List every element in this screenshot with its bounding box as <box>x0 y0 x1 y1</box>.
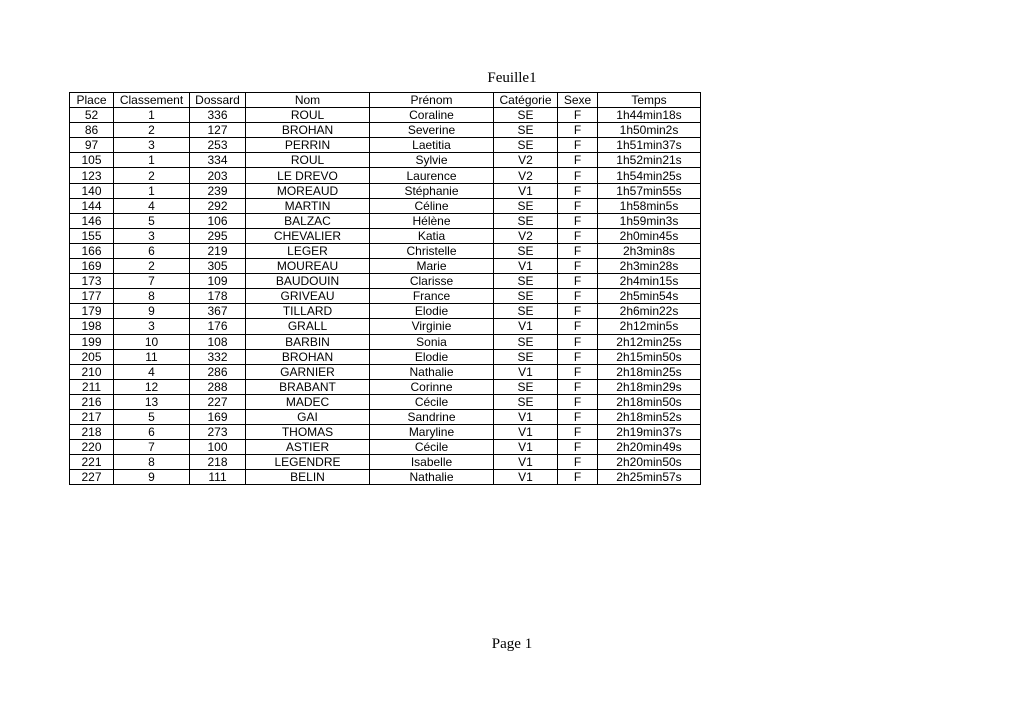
temps-cell: 2h5min54s <box>598 289 701 304</box>
temps-cell: 2h6min22s <box>598 304 701 319</box>
dossard-cell: 367 <box>190 304 246 319</box>
sexe-cell: F <box>558 183 598 198</box>
nom-cell: MOUREAU <box>246 259 370 274</box>
table-row <box>70 470 701 485</box>
prenom-cell: Severine <box>370 123 494 138</box>
categorie-cell: SE <box>494 394 558 409</box>
temps-cell: 2h12min5s <box>598 319 701 334</box>
categorie-cell: SE <box>494 379 558 394</box>
table-row <box>70 409 701 424</box>
categorie-cell: SE <box>494 289 558 304</box>
sexe-cell: F <box>558 274 598 289</box>
dossard-cell: 239 <box>190 183 246 198</box>
table-row <box>70 349 701 364</box>
classement-cell: 7 <box>114 440 190 455</box>
sexe-cell: F <box>558 425 598 440</box>
prenom-cell: Coraline <box>370 108 494 123</box>
sexe-cell: F <box>558 138 598 153</box>
dossard-cell: 253 <box>190 138 246 153</box>
dossard-cell: 178 <box>190 289 246 304</box>
nom-cell: BELIN <box>246 470 370 485</box>
categorie-cell: V1 <box>494 455 558 470</box>
sexe-cell: F <box>558 228 598 243</box>
table-row <box>70 394 701 409</box>
categorie-cell: V1 <box>494 440 558 455</box>
nom-cell: MOREAUD <box>246 183 370 198</box>
prenom-cell: Virginie <box>370 319 494 334</box>
dossard-cell: 169 <box>190 409 246 424</box>
dossard-cell: 288 <box>190 379 246 394</box>
classement-cell: 1 <box>114 183 190 198</box>
sexe-cell: F <box>558 198 598 213</box>
dossard-cell: 227 <box>190 394 246 409</box>
nom-cell: LE DREVO <box>246 168 370 183</box>
dossard-cell: 273 <box>190 425 246 440</box>
categorie-cell: SE <box>494 274 558 289</box>
place-cell: 97 <box>70 138 114 153</box>
table-row <box>70 228 701 243</box>
sexe-cell: F <box>558 304 598 319</box>
classement-cell: 5 <box>114 213 190 228</box>
table-row <box>70 123 701 138</box>
temps-cell: 1h51min37s <box>598 138 701 153</box>
classement-cell: 2 <box>114 168 190 183</box>
temps-cell: 2h18min29s <box>598 379 701 394</box>
temps-cell: 2h18min52s <box>598 409 701 424</box>
sexe-cell: F <box>558 334 598 349</box>
nom-cell: TILLARD <box>246 304 370 319</box>
nom-cell: BROHAN <box>246 349 370 364</box>
place-cell: 177 <box>70 289 114 304</box>
classement-cell: 4 <box>114 198 190 213</box>
place-cell: 52 <box>70 108 114 123</box>
prenom-cell: Sonia <box>370 334 494 349</box>
classement-cell: 1 <box>114 108 190 123</box>
place-cell: 199 <box>70 334 114 349</box>
column-header-place: Place <box>70 93 114 108</box>
categorie-cell: SE <box>494 108 558 123</box>
column-header-nom: Nom <box>246 93 370 108</box>
classement-cell: 4 <box>114 364 190 379</box>
place-cell: 217 <box>70 409 114 424</box>
place-cell: 205 <box>70 349 114 364</box>
classement-cell: 8 <box>114 289 190 304</box>
categorie-cell: V1 <box>494 319 558 334</box>
temps-cell: 1h59min3s <box>598 213 701 228</box>
place-cell: 216 <box>70 394 114 409</box>
nom-cell: THOMAS <box>246 425 370 440</box>
categorie-cell: SE <box>494 198 558 213</box>
sexe-cell: F <box>558 259 598 274</box>
classement-cell: 6 <box>114 425 190 440</box>
categorie-cell: V1 <box>494 364 558 379</box>
prenom-cell: Elodie <box>370 304 494 319</box>
temps-cell: 2h19min37s <box>598 425 701 440</box>
classement-cell: 7 <box>114 274 190 289</box>
table-row <box>70 425 701 440</box>
classement-cell: 10 <box>114 334 190 349</box>
nom-cell: ASTIER <box>246 440 370 455</box>
classement-cell: 1 <box>114 153 190 168</box>
place-cell: 179 <box>70 304 114 319</box>
classement-cell: 2 <box>114 123 190 138</box>
results-table <box>69 92 701 485</box>
prenom-cell: Corinne <box>370 379 494 394</box>
dossard-cell: 127 <box>190 123 246 138</box>
temps-cell: 2h18min25s <box>598 364 701 379</box>
sexe-cell: F <box>558 289 598 304</box>
column-header-prenom: Prénom <box>370 93 494 108</box>
dossard-cell: 334 <box>190 153 246 168</box>
sexe-cell: F <box>558 213 598 228</box>
table-row <box>70 334 701 349</box>
prenom-cell: Laurence <box>370 168 494 183</box>
prenom-cell: Sandrine <box>370 409 494 424</box>
dossard-cell: 305 <box>190 259 246 274</box>
table-row <box>70 243 701 258</box>
dossard-cell: 218 <box>190 455 246 470</box>
temps-cell: 2h3min28s <box>598 259 701 274</box>
nom-cell: PERRIN <box>246 138 370 153</box>
dossard-cell: 106 <box>190 213 246 228</box>
nom-cell: CHEVALIER <box>246 228 370 243</box>
categorie-cell: SE <box>494 213 558 228</box>
sexe-cell: F <box>558 168 598 183</box>
classement-cell: 11 <box>114 349 190 364</box>
page-footer: Page 1 <box>491 636 533 652</box>
categorie-cell: V2 <box>494 153 558 168</box>
table-row <box>70 455 701 470</box>
categorie-cell: SE <box>494 123 558 138</box>
table-row <box>70 198 701 213</box>
place-cell: 173 <box>70 274 114 289</box>
table-row <box>70 183 701 198</box>
classement-cell: 3 <box>114 319 190 334</box>
nom-cell: ROUL <box>246 108 370 123</box>
dossard-cell: 100 <box>190 440 246 455</box>
prenom-cell: Elodie <box>370 349 494 364</box>
categorie-cell: V2 <box>494 228 558 243</box>
temps-cell: 1h54min25s <box>598 168 701 183</box>
table-row <box>70 259 701 274</box>
place-cell: 166 <box>70 243 114 258</box>
prenom-cell: Katia <box>370 228 494 243</box>
prenom-cell: Laetitia <box>370 138 494 153</box>
categorie-cell: V1 <box>494 259 558 274</box>
table-row <box>70 153 701 168</box>
temps-cell: 2h3min8s <box>598 243 701 258</box>
table-row <box>70 213 701 228</box>
sexe-cell: F <box>558 394 598 409</box>
place-cell: 218 <box>70 425 114 440</box>
dossard-cell: 203 <box>190 168 246 183</box>
sexe-cell: F <box>558 440 598 455</box>
temps-cell: 2h15min50s <box>598 349 701 364</box>
nom-cell: BRABANT <box>246 379 370 394</box>
prenom-cell: Stéphanie <box>370 183 494 198</box>
temps-cell: 2h0min45s <box>598 228 701 243</box>
categorie-cell: V2 <box>494 168 558 183</box>
nom-cell: BAUDOUIN <box>246 274 370 289</box>
temps-cell: 2h18min50s <box>598 394 701 409</box>
prenom-cell: Marie <box>370 259 494 274</box>
nom-cell: GAI <box>246 409 370 424</box>
nom-cell: BALZAC <box>246 213 370 228</box>
table-row <box>70 138 701 153</box>
nom-cell: MARTIN <box>246 198 370 213</box>
place-cell: 227 <box>70 470 114 485</box>
place-cell: 144 <box>70 198 114 213</box>
temps-cell: 1h50min2s <box>598 123 701 138</box>
classement-cell: 9 <box>114 304 190 319</box>
nom-cell: BARBIN <box>246 334 370 349</box>
dossard-cell: 295 <box>190 228 246 243</box>
categorie-cell: V1 <box>494 470 558 485</box>
place-cell: 221 <box>70 455 114 470</box>
place-cell: 210 <box>70 364 114 379</box>
table-row <box>70 168 701 183</box>
sexe-cell: F <box>558 108 598 123</box>
temps-cell: 2h25min57s <box>598 470 701 485</box>
table-row <box>70 304 701 319</box>
table-row <box>70 274 701 289</box>
column-header-dossard: Dossard <box>190 93 246 108</box>
classement-cell: 3 <box>114 138 190 153</box>
results-body <box>70 108 701 485</box>
classement-cell: 9 <box>114 470 190 485</box>
dossard-cell: 111 <box>190 470 246 485</box>
temps-cell: 1h57min55s <box>598 183 701 198</box>
classement-cell: 6 <box>114 243 190 258</box>
dossard-cell: 336 <box>190 108 246 123</box>
prenom-cell: Hélène <box>370 213 494 228</box>
prenom-cell: Clarisse <box>370 274 494 289</box>
column-header-classement: Classement <box>114 93 190 108</box>
table-row <box>70 364 701 379</box>
classement-cell: 12 <box>114 379 190 394</box>
temps-cell: 1h52min21s <box>598 153 701 168</box>
classement-cell: 8 <box>114 455 190 470</box>
place-cell: 155 <box>70 228 114 243</box>
column-header-sexe: Sexe <box>558 93 598 108</box>
sexe-cell: F <box>558 153 598 168</box>
classement-cell: 13 <box>114 394 190 409</box>
categorie-cell: SE <box>494 334 558 349</box>
place-cell: 146 <box>70 213 114 228</box>
nom-cell: GARNIER <box>246 364 370 379</box>
table-row <box>70 289 701 304</box>
sexe-cell: F <box>558 319 598 334</box>
nom-cell: MADEC <box>246 394 370 409</box>
categorie-cell: SE <box>494 349 558 364</box>
table-row <box>70 108 701 123</box>
prenom-cell: Nathalie <box>370 470 494 485</box>
dossard-cell: 286 <box>190 364 246 379</box>
temps-cell: 1h44min18s <box>598 108 701 123</box>
table-row <box>70 379 701 394</box>
place-cell: 169 <box>70 259 114 274</box>
dossard-cell: 176 <box>190 319 246 334</box>
nom-cell: GRALL <box>246 319 370 334</box>
temps-cell: 2h20min50s <box>598 455 701 470</box>
sexe-cell: F <box>558 243 598 258</box>
place-cell: 198 <box>70 319 114 334</box>
place-cell: 140 <box>70 183 114 198</box>
nom-cell: BROHAN <box>246 123 370 138</box>
table-row <box>70 319 701 334</box>
categorie-cell: SE <box>494 304 558 319</box>
dossard-cell: 292 <box>190 198 246 213</box>
sexe-cell: F <box>558 379 598 394</box>
categorie-cell: V1 <box>494 409 558 424</box>
prenom-cell: Isabelle <box>370 455 494 470</box>
prenom-cell: Cécile <box>370 394 494 409</box>
prenom-cell: Christelle <box>370 243 494 258</box>
temps-cell: 1h58min5s <box>598 198 701 213</box>
table-header-row <box>70 93 701 108</box>
nom-cell: LEGER <box>246 243 370 258</box>
sheet-title: Feuille1 <box>487 70 537 86</box>
prenom-cell: Céline <box>370 198 494 213</box>
prenom-cell: Maryline <box>370 425 494 440</box>
dossard-cell: 109 <box>190 274 246 289</box>
classement-cell: 2 <box>114 259 190 274</box>
categorie-cell: V1 <box>494 425 558 440</box>
prenom-cell: Sylvie <box>370 153 494 168</box>
nom-cell: LEGENDRE <box>246 455 370 470</box>
dossard-cell: 219 <box>190 243 246 258</box>
nom-cell: ROUL <box>246 153 370 168</box>
nom-cell: GRIVEAU <box>246 289 370 304</box>
prenom-cell: Nathalie <box>370 364 494 379</box>
categorie-cell: SE <box>494 138 558 153</box>
sexe-cell: F <box>558 349 598 364</box>
categorie-cell: SE <box>494 243 558 258</box>
categorie-cell: V1 <box>494 183 558 198</box>
column-header-temps: Temps <box>598 93 701 108</box>
classement-cell: 5 <box>114 409 190 424</box>
sexe-cell: F <box>558 455 598 470</box>
dossard-cell: 108 <box>190 334 246 349</box>
column-header-categorie: Catégorie <box>494 93 558 108</box>
place-cell: 86 <box>70 123 114 138</box>
sexe-cell: F <box>558 470 598 485</box>
sexe-cell: F <box>558 409 598 424</box>
place-cell: 220 <box>70 440 114 455</box>
place-cell: 105 <box>70 153 114 168</box>
prenom-cell: France <box>370 289 494 304</box>
temps-cell: 2h12min25s <box>598 334 701 349</box>
temps-cell: 2h20min49s <box>598 440 701 455</box>
prenom-cell: Cécile <box>370 440 494 455</box>
temps-cell: 2h4min15s <box>598 274 701 289</box>
table-row <box>70 440 701 455</box>
dossard-cell: 332 <box>190 349 246 364</box>
classement-cell: 3 <box>114 228 190 243</box>
place-cell: 123 <box>70 168 114 183</box>
place-cell: 211 <box>70 379 114 394</box>
sexe-cell: F <box>558 123 598 138</box>
sexe-cell: F <box>558 364 598 379</box>
